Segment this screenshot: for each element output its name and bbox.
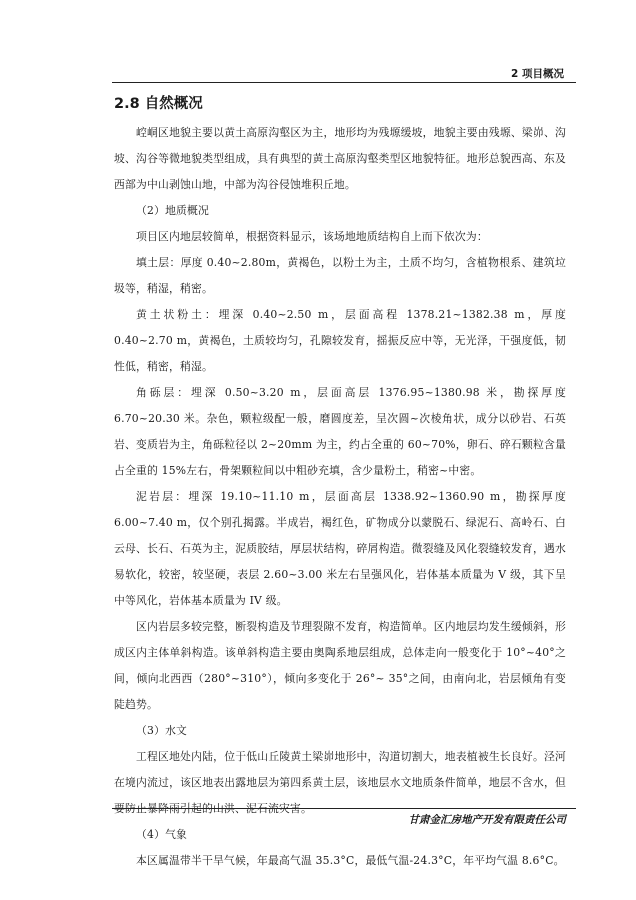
subheading-climate: （4）气象 (136, 828, 188, 841)
paragraph-landform: 崆峒区地貌主要以黄土高原沟壑区为主，地形均为残塬缓坡，地貌主要由残塬、梁峁、沟坡、沟谷等微地貌类型组成，具有典型的黄土高原沟壑类型区地貌特征。地形总貌西高、东及西部为中山剥蚀山地，中部为沟谷侵蚀堆积丘地。 (114, 126, 566, 191)
paragraph-structure: 区内岩层多较完整，断裂构造及节理裂隙不发育，构造简单。区内地层均发生缓倾斜，形成区内主体单斜构造。该单斜构造主要由奥陶系地层组成，总体走向一般变化于 10°~40°之间，倾向北西西（280°~310°），倾向多变化于 26°~ 35°之间，由南向北，岩层倾角有变陡趋势。 (114, 620, 566, 711)
body-text (114, 120, 566, 874)
subheading-geology: （2）地质概况 (136, 204, 210, 217)
paragraph-loess-silt: 黄土状粉土：埋深 0.40~2.50 m，层面高程 1378.21~1382.38 m，厚度 0.40~2.70 m，黄褐色，土质较均匀，孔隙较发育，摇振反应中等，无光泽，干强度低，韧性低，稍密，稍湿。 (114, 308, 566, 373)
section-title: 2.8 自然概况 (114, 96, 203, 112)
paragraph-mudstone: 泥岩层：埋深 19.10~11.10 m，层面高层 1338.92~1360.90 m，勘探厚度 6.00~7.40 m，仅个别孔揭露。半成岩，褐红色，矿物成分以蒙脱石、绿泥石、高岭石、白云母、长石、石英为主，泥质胶结，厚层状结构，碎屑构造。微裂缝及风化裂缝较发育，遇水易软化，较密，较坚硬，表层 2.60~3.00 米左右呈强风化，岩体基本质量为 V 级，其下呈中等风化，岩体基本质量为 IV 级。 (114, 490, 566, 607)
footer-company: 甘肃金汇房地产开发有限责任公司 (408, 814, 566, 826)
paragraph-hydrology: 工程区地处内陆，位于低山丘陵黄土梁峁地形中，沟道切割大，地表植被生长良好。泾河在境内流过，该区地表出露地层为第四系黄土层，该地层水文地质条件简单，地层不含水，但要防止暴降雨引起的山洪、泥石流灾害。 (114, 750, 566, 815)
header-chapter-label: 2 项目概况 (511, 68, 564, 80)
paragraph-geology-intro: 项目区内地层较简单，根据资料显示，该场地地质结构自上而下依次为： (136, 230, 488, 243)
paragraph-climate: 本区属温带半干旱气候，年最高气温 35.3°C，最低气温-24.3°C，年平均气温 8.6°C。 (136, 854, 565, 867)
paragraph-breccia: 角砾层：埋深 0.50~3.20 m，层面高层 1376.95~1380.98 米，勘探厚度 6.70~20.30 米。杂色，颗粒级配一般，磨圆度差，呈次圆~次棱角状，成分以砂岩、石英岩、变质岩为主，角砾粒径以 2~20mm 为主，约占全重的 60~70%，卵石、碎石颗粒含量占全重的 15%左右，骨架颗粒间以中粗砂充填，含少量粉土，稍密~中密。 (114, 386, 566, 477)
footer-rule (112, 808, 576, 809)
paragraph-fill-layer: 填土层：厚度 0.40~2.80m，黄褐色，以粉土为主，土质不均匀，含植物根系、建筑垃圾等，稍湿，稍密。 (114, 256, 566, 295)
subheading-hydrology: （3）水文 (136, 724, 188, 737)
header-rule (112, 82, 576, 83)
